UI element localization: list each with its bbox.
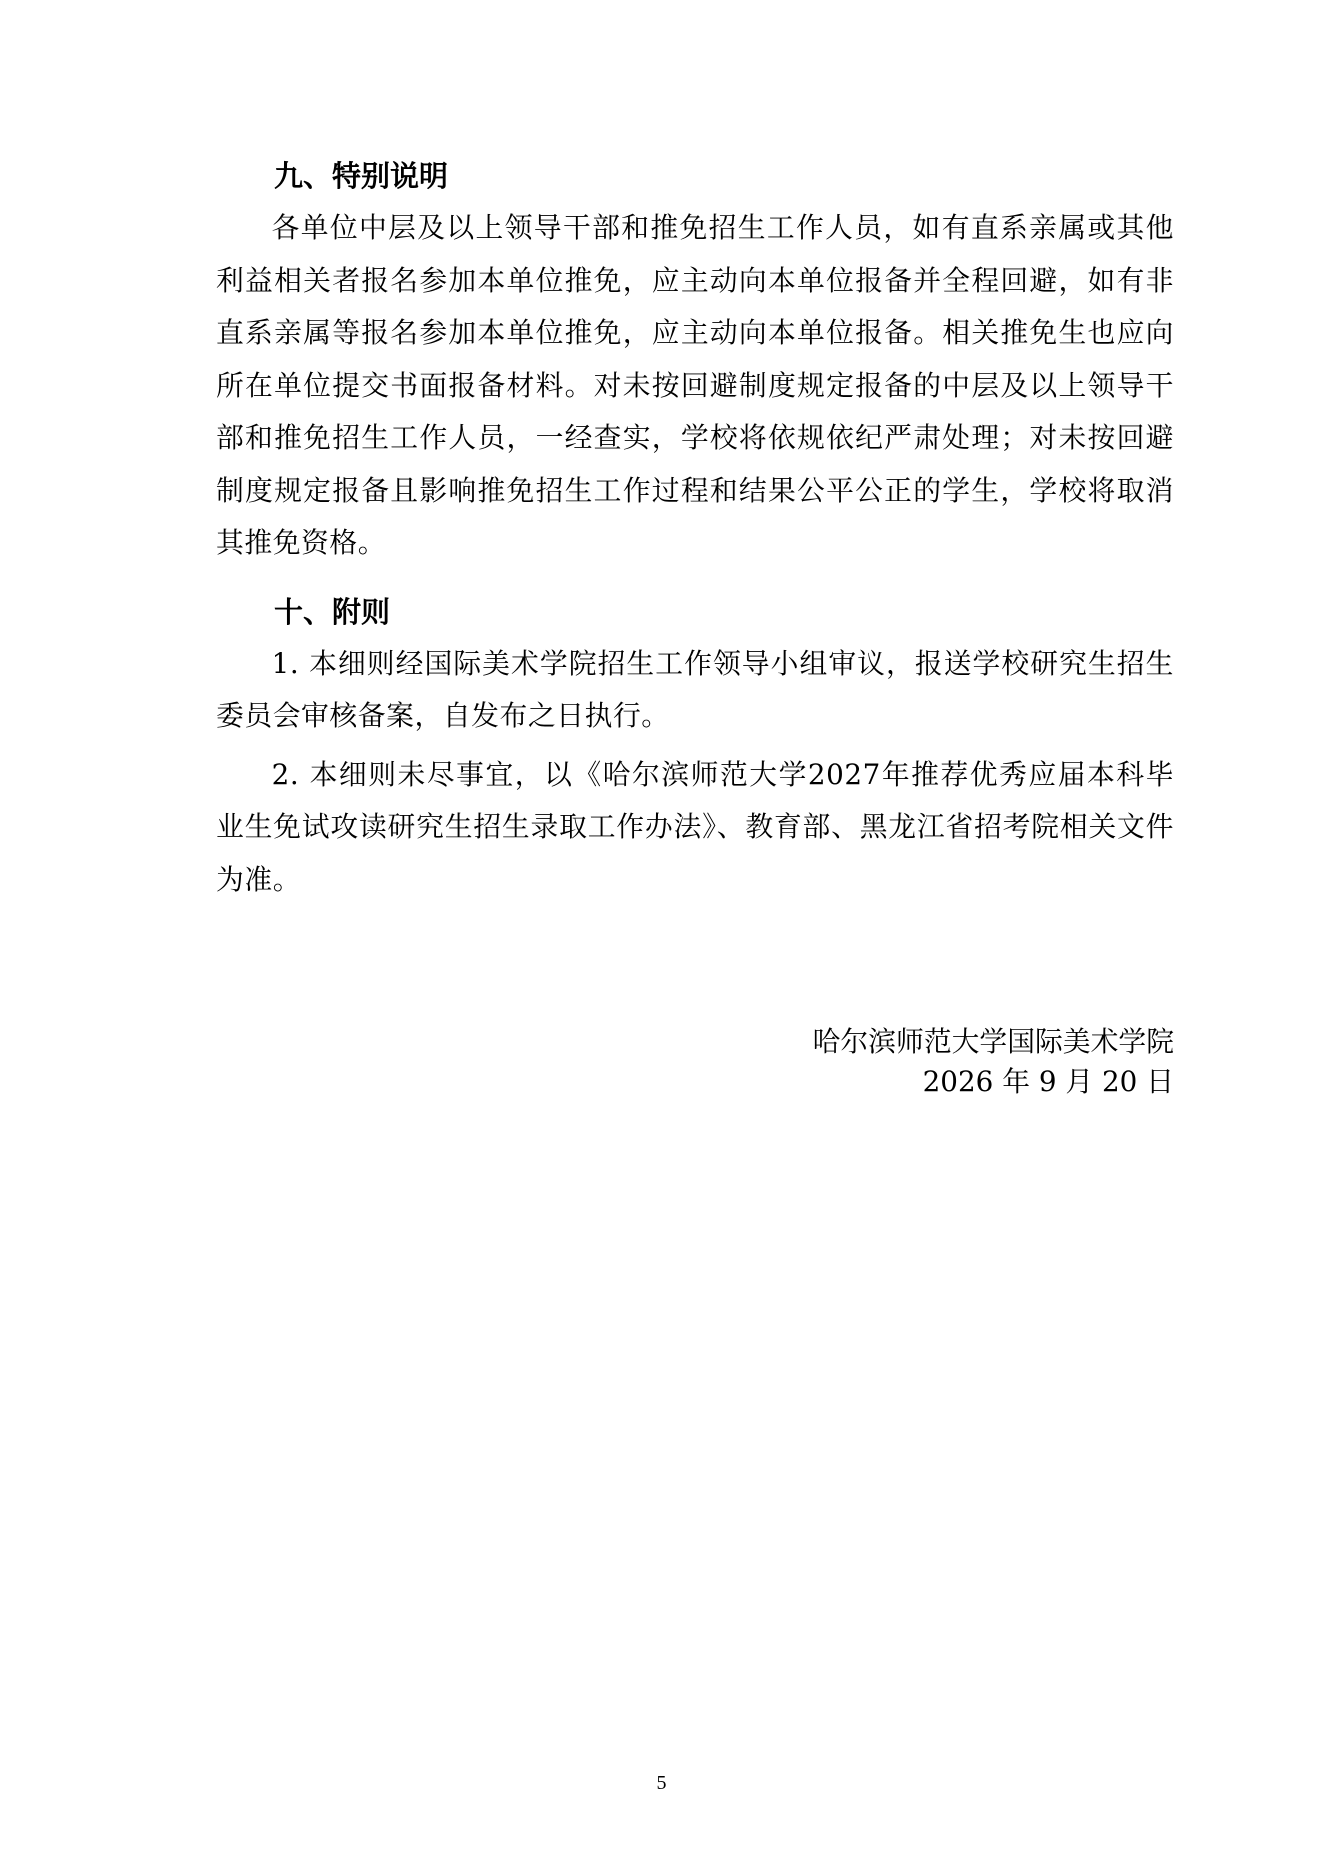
- section-spacer: [216, 570, 1174, 586]
- section-9-paragraph: 各单位中层及以上领导干部和推免招生工作人员，如有直系亲属或其他利益相关者报名参加本单位推免，应主动向本单位报备并全程回避，如有非直系亲属等报名参加本单位推免，应主动向本单位报备。相关推免生也应向所在单位提交书面报备材料。对未按回避制度规定报备的中层及以上领导干部和推免招生工作人员，一经查实，学校将依规依纪严肃处理；对未按回避制度规定报备且影响推免招生工作过程和结果公平公正的学生，学校将取消其推免资格。: [216, 211, 1174, 559]
- signature-date: 2026 年 9 月 20 日: [922, 1065, 1174, 1098]
- document-body: [216, 150, 1174, 906]
- page-number: 5: [656, 1772, 667, 1794]
- section-10-heading: 十、附则: [274, 594, 391, 629]
- signature-organization: 哈尔滨师范大学国际美术学院: [812, 1025, 1174, 1058]
- section-9-heading: 九、特别说明: [274, 159, 449, 193]
- section-10-item-2: 2. 本细则未尽事宜，以《哈尔滨师范大学2027年推荐优秀应届本科毕业生免试攻读研究生招生录取工作办法》、教育部、黑龙江省招考院相关文件为准。: [216, 757, 1174, 896]
- signature-block: [813, 1022, 1174, 1102]
- section-10-item-1: 1. 本细则经国际美术学院招生工作领导小组审议，报送学校研究生招生委员会审核备案，自发布之日执行。: [216, 646, 1174, 732]
